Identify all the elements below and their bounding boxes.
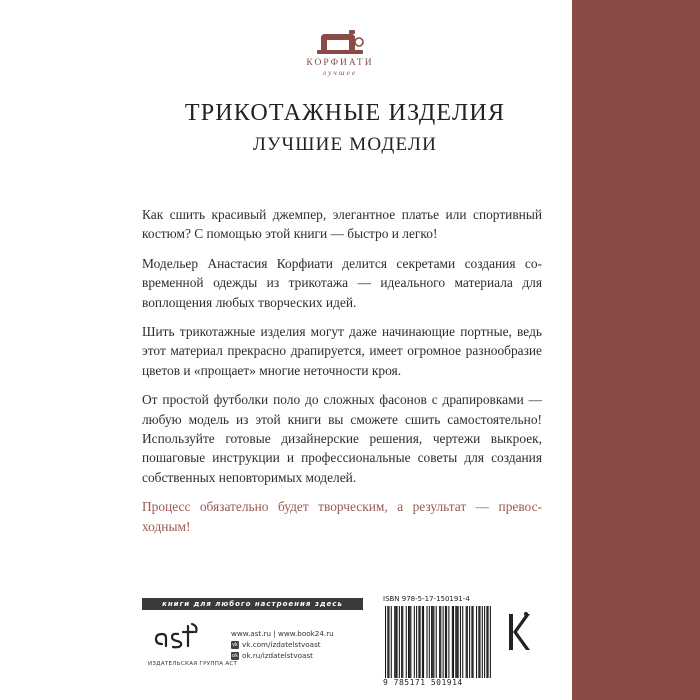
link-vk-row[interactable] [231,639,371,650]
paragraph: Шить трикотажные изделия могут даже начинающие портные, ведь этот материал прекрасно драпируется, имеет огромное разнообразие цветов и «прощает» многие неточности кроя. [142,324,542,378]
vk-icon: vk [232,641,238,648]
ok-icon: ok [232,652,238,659]
web-link[interactable]: www.ast.ru | www.book24.ru [231,629,334,638]
annotation-text [142,205,542,546]
book-subtitle: ЛУЧШИЕ МОДЕЛИ [252,134,438,155]
tagline-banner: книги для любого настроения здесь [142,598,363,610]
ast-logo-icon [152,620,202,654]
isbn-label: ISBN 978-5-17-150191-4 [383,595,470,603]
publisher-links [231,628,371,661]
k-publisher-logo [506,610,530,659]
link-ok-row[interactable] [231,650,371,661]
vk-link[interactable]: vk.com/izdatelstvoast [242,640,321,649]
sewing-machine-icon [311,28,369,56]
publisher-series-sub: лучшее [322,68,358,77]
paragraph: Как сшить красивый джемпер, элегантное платье или спортивный костюм? С помощью этой книги — быстро и легко! [142,207,542,242]
cover-spine-band [572,0,700,700]
barcode-digits: 9 785171 501914 [383,678,463,687]
k-logo-icon [506,610,530,654]
publisher-series-logo [300,28,380,77]
closing-paragraph: Процесс обязательно будет творческим, а результат — превосходным! [142,499,542,534]
ok-link[interactable]: ok.ru/izdatelstvoast [242,651,313,660]
book-title: ТРИКОТАЖНЫЕ ИЗДЕЛИЯ [184,100,506,126]
paragraph: Модельер Анастасия Корфиати делится секретами создания современной одежды из трикотажа — идеального материала для воплощения любых творческих идей. [142,255,542,310]
paragraph: От простой футболки поло до сложных фасонов с драпировками — любую модель из этой книги вы сможете сшить самостоятельно! Используйте готовые дизайнерские решения, чертежи выкроек, пошаговые инструкции и профессиональные советы для создания собственных неповторимых моделей. [142,392,542,485]
publisher-series-name: КОРФИАТИ [306,58,374,68]
ast-caption: ИЗДАТЕЛЬСКАЯ ГРУППА АСТ [148,661,238,667]
link-web-row[interactable] [231,628,371,639]
barcode [383,606,493,678]
